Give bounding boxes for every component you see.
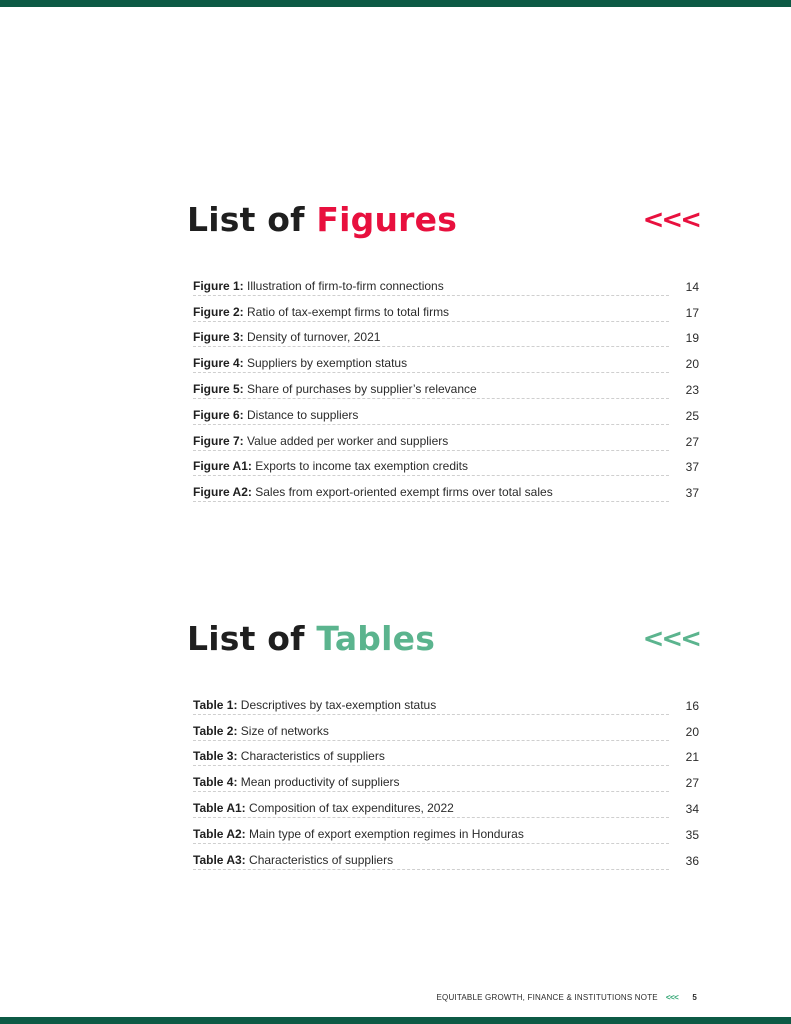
toc-page-number: 27 bbox=[685, 776, 699, 791]
toc-entry bbox=[193, 356, 669, 373]
list-item[interactable] bbox=[193, 347, 699, 373]
toc-entry bbox=[193, 305, 669, 322]
toc-text: Size of networks bbox=[237, 723, 329, 738]
toc-entry bbox=[193, 853, 669, 870]
figures-title bbox=[187, 200, 458, 239]
list-item[interactable] bbox=[193, 844, 699, 870]
tables-title bbox=[187, 619, 436, 658]
toc-page-number: 35 bbox=[685, 827, 699, 842]
list-item[interactable] bbox=[193, 373, 699, 399]
figures-chevron-icon: <<< bbox=[642, 204, 699, 235]
list-item[interactable] bbox=[193, 476, 699, 502]
list-item[interactable] bbox=[193, 689, 699, 715]
toc-text: Share of purchases by supplier’s relevance bbox=[243, 381, 477, 396]
bottom-band bbox=[0, 1017, 791, 1024]
toc-label: Figure 3: bbox=[193, 330, 244, 345]
toc-entry bbox=[193, 382, 669, 399]
toc-label: Figure 2: bbox=[193, 304, 244, 319]
toc-text: Ratio of tax-exempt firms to total firms bbox=[243, 304, 450, 319]
toc-text: Exports to income tax exemption credits bbox=[251, 459, 468, 474]
toc-label: Figure 1: bbox=[193, 278, 244, 293]
toc-entry bbox=[193, 827, 669, 844]
toc-page-number: 21 bbox=[685, 750, 699, 765]
toc-text: Density of turnover, 2021 bbox=[243, 330, 381, 345]
toc-entry bbox=[193, 724, 669, 741]
toc-text: Characteristics of suppliers bbox=[237, 749, 385, 764]
toc-label: Table 1: bbox=[193, 697, 238, 712]
list-item[interactable] bbox=[193, 270, 699, 296]
toc-page-number: 36 bbox=[685, 853, 699, 868]
toc-label: Table 4: bbox=[193, 775, 238, 790]
toc-page-number: 20 bbox=[685, 724, 699, 739]
toc-label: Figure A2: bbox=[193, 485, 252, 500]
footer-page-number: 5 bbox=[692, 993, 697, 1002]
toc-page-number: 34 bbox=[685, 801, 699, 816]
toc-label: Figure 4: bbox=[193, 356, 244, 371]
list-item[interactable] bbox=[193, 792, 699, 818]
list-item[interactable] bbox=[193, 715, 699, 741]
toc-page-number: 14 bbox=[685, 279, 699, 294]
toc-label: Figure A1: bbox=[193, 459, 252, 474]
toc-entry bbox=[193, 749, 669, 766]
toc-label: Figure 5: bbox=[193, 381, 244, 396]
page-footer bbox=[437, 993, 697, 1002]
list-item[interactable] bbox=[193, 322, 699, 348]
toc-text: Sales from export-oriented exempt firms over total sales bbox=[251, 485, 553, 500]
toc-page-number: 37 bbox=[685, 486, 699, 501]
toc-page-number: 25 bbox=[685, 408, 699, 423]
toc-entry bbox=[193, 485, 669, 502]
toc-entry bbox=[193, 434, 669, 451]
tables-chevron-icon: <<< bbox=[642, 623, 699, 654]
toc-label: Table A2: bbox=[193, 826, 246, 841]
list-item[interactable] bbox=[193, 766, 699, 792]
top-band bbox=[0, 0, 791, 7]
toc-text: Characteristics of suppliers bbox=[245, 852, 394, 867]
toc-label: Table A3: bbox=[193, 852, 246, 867]
list-item[interactable] bbox=[193, 818, 699, 844]
toc-page-number: 27 bbox=[685, 434, 699, 449]
toc-entry bbox=[193, 279, 669, 296]
toc-entry bbox=[193, 459, 669, 476]
toc-entry bbox=[193, 698, 669, 715]
toc-label: Table A1: bbox=[193, 800, 246, 815]
toc-entry bbox=[193, 330, 669, 347]
toc-label: Figure 6: bbox=[193, 407, 244, 422]
toc-page-number: 23 bbox=[685, 382, 699, 397]
figures-title-accent: Figures bbox=[316, 200, 458, 239]
list-item[interactable] bbox=[193, 296, 699, 322]
toc-text: Suppliers by exemption status bbox=[243, 356, 408, 371]
toc-text: Mean productivity of suppliers bbox=[237, 775, 400, 790]
toc-text: Descriptives by tax-exemption status bbox=[237, 697, 437, 712]
toc-page-number: 16 bbox=[685, 698, 699, 713]
toc-label: Figure 7: bbox=[193, 433, 244, 448]
toc-text: Composition of tax expenditures, 2022 bbox=[245, 800, 454, 815]
toc-page-number: 17 bbox=[685, 305, 699, 320]
figures-header bbox=[187, 200, 699, 239]
toc-page-number: 37 bbox=[685, 460, 699, 475]
toc-text: Distance to suppliers bbox=[243, 407, 359, 422]
toc-page-number: 20 bbox=[685, 357, 699, 372]
list-item[interactable] bbox=[193, 425, 699, 451]
tables-title-accent: Tables bbox=[316, 619, 436, 658]
figures-list bbox=[193, 270, 699, 502]
list-item[interactable] bbox=[193, 741, 699, 767]
tables-header bbox=[187, 619, 699, 658]
toc-entry bbox=[193, 775, 669, 792]
toc-entry bbox=[193, 408, 669, 425]
list-item[interactable] bbox=[193, 451, 699, 477]
list-item[interactable] bbox=[193, 399, 699, 425]
tables-title-main: List of bbox=[187, 619, 317, 658]
toc-page-number: 19 bbox=[685, 331, 699, 346]
toc-text: Illustration of firm-to-firm connections bbox=[243, 278, 444, 293]
toc-label: Table 3: bbox=[193, 749, 238, 764]
figures-title-main: List of bbox=[187, 200, 317, 239]
footer-note: EQUITABLE GROWTH, FINANCE & INSTITUTIONS NOTE bbox=[436, 993, 658, 1002]
footer-chevron-icon: <<< bbox=[665, 993, 679, 1002]
toc-label: Table 2: bbox=[193, 723, 238, 738]
toc-entry bbox=[193, 801, 669, 818]
toc-text: Value added per worker and suppliers bbox=[243, 433, 449, 448]
toc-text: Main type of export exemption regimes in Honduras bbox=[245, 826, 524, 841]
tables-list bbox=[193, 689, 699, 870]
